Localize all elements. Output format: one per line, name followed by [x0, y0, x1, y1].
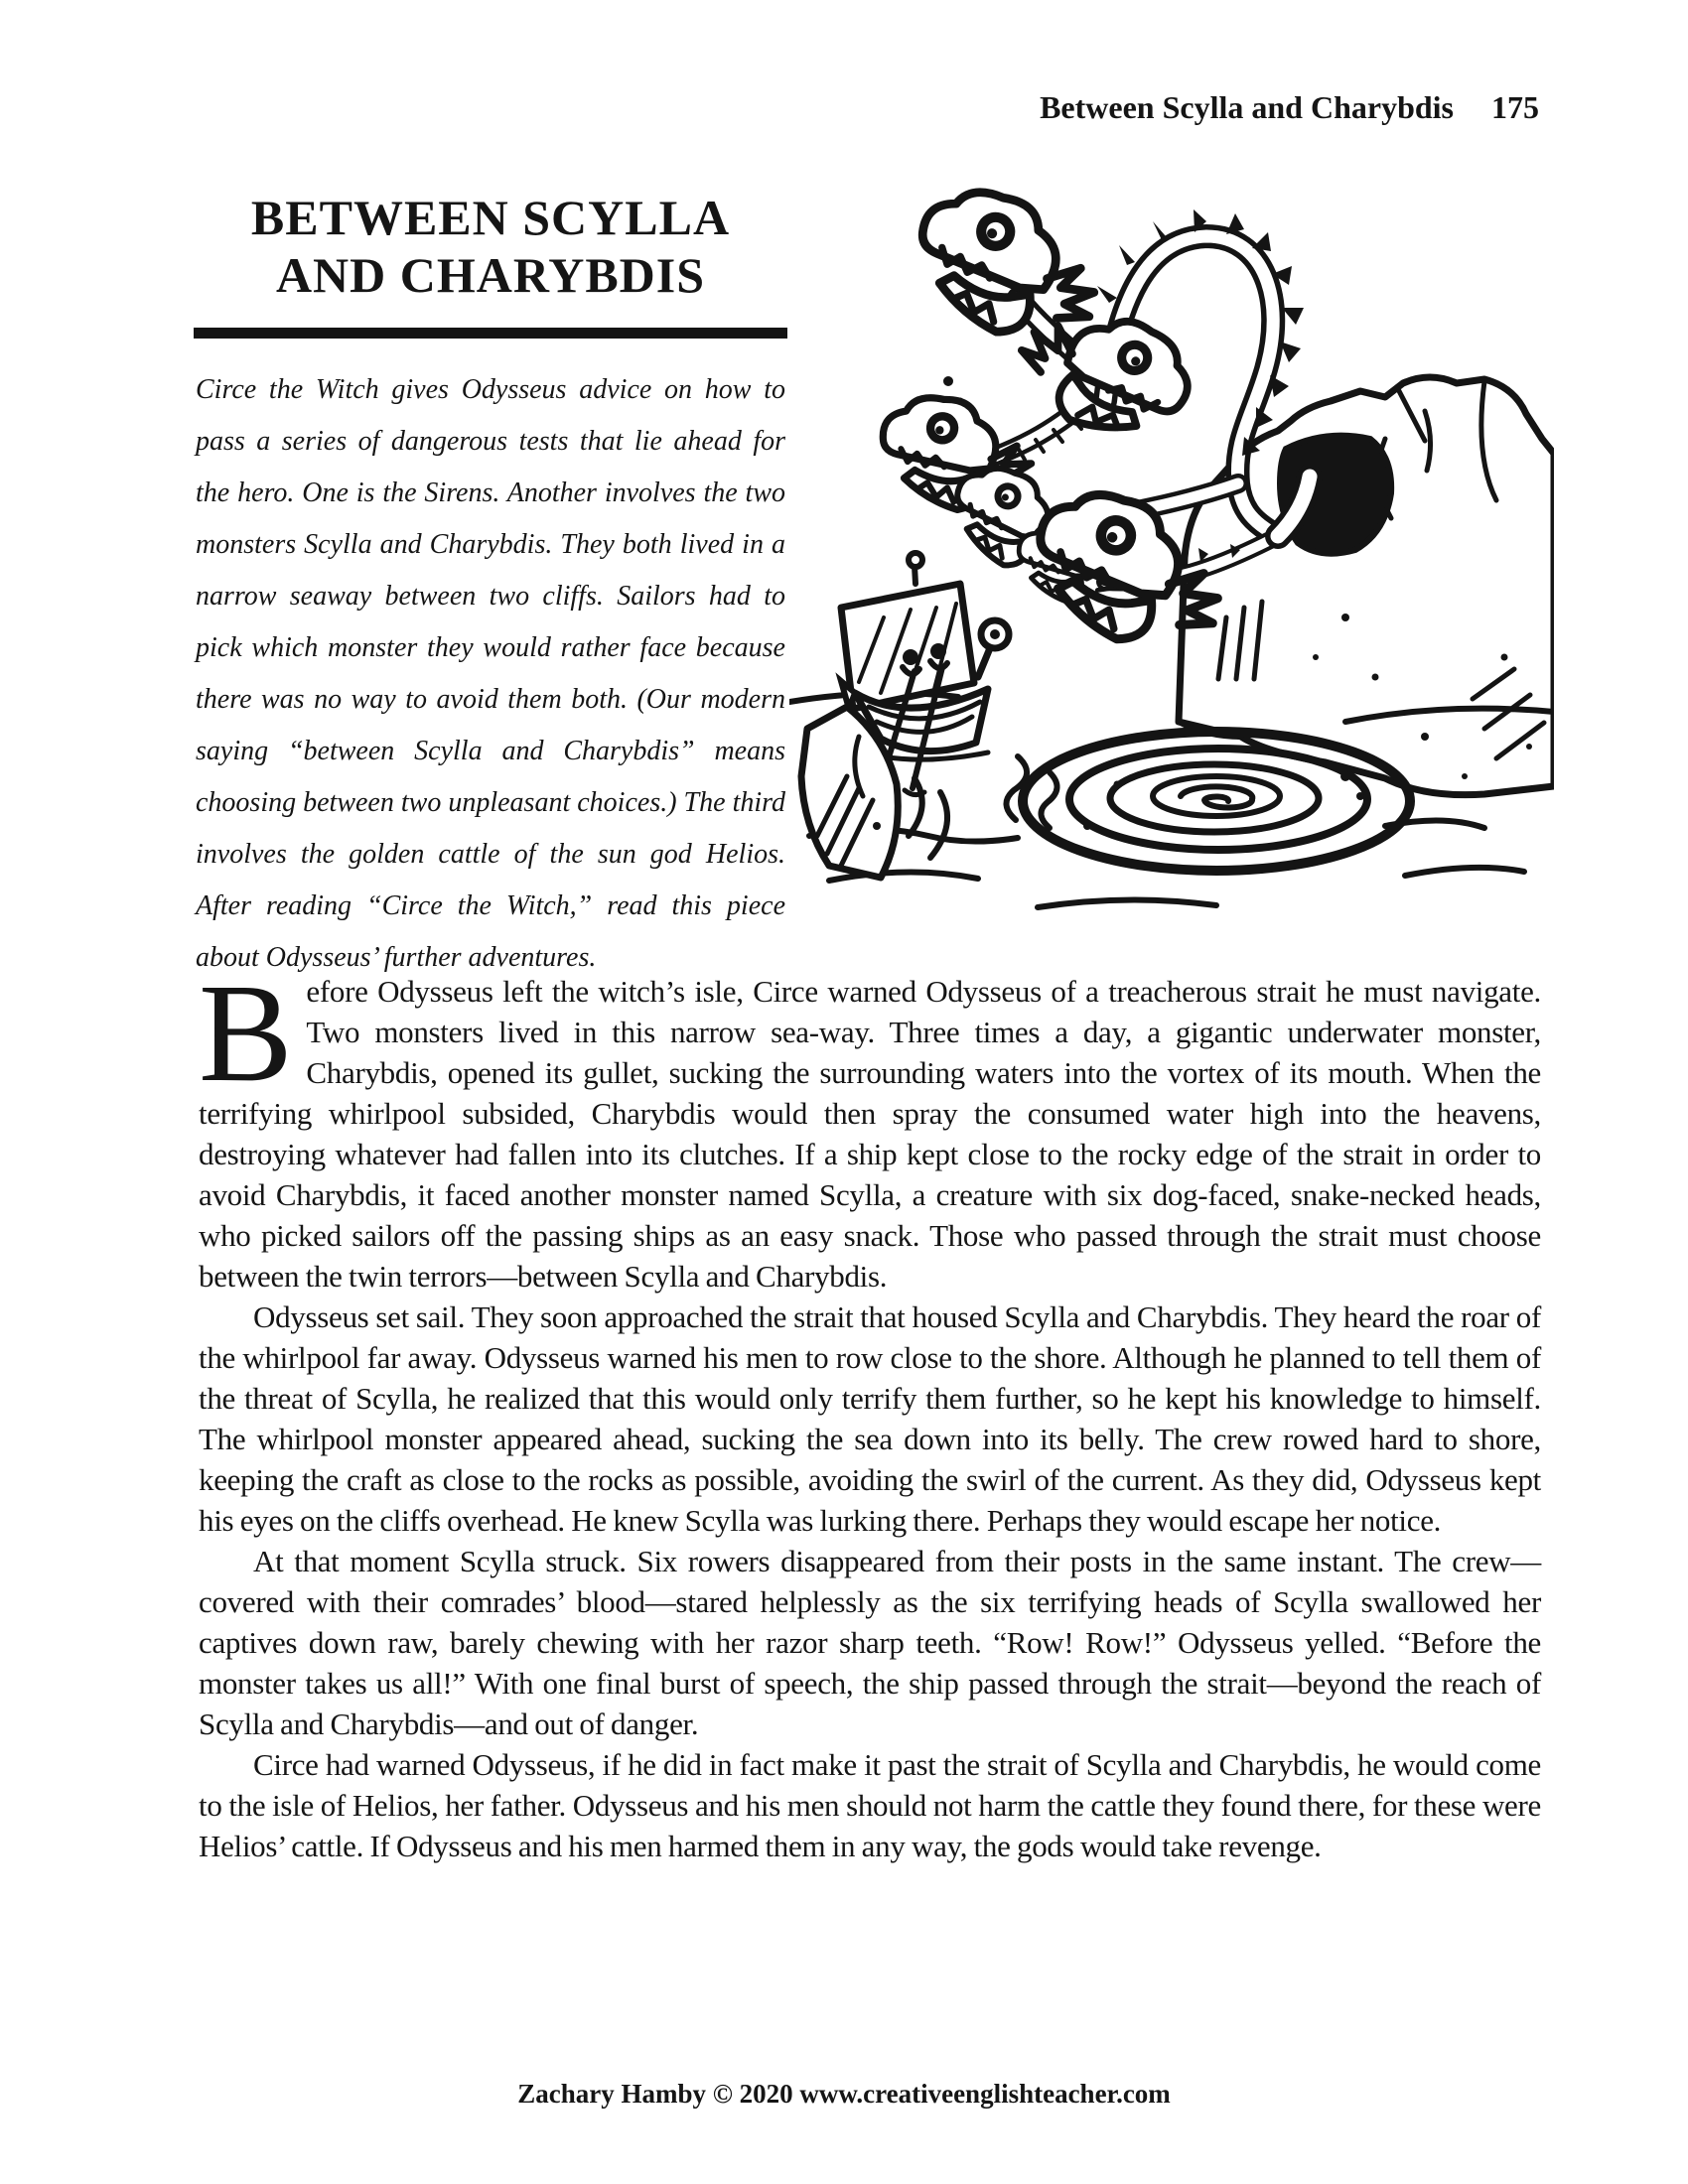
page-number: 175	[1491, 89, 1539, 125]
body-paragraph: At that moment Scylla struck. Six rowers disappeared from their posts in the same instant. The crew—covered with their comrades’ blood—stared helplessly as the six terrifying heads of Scylla swallowed her captives down raw, barely chewing with her razor sharp teeth. “Row! Row!” Odysseus yelled. “Before the monster takes us all!” With one final burst of speech, the ship passed through the strait—beyond the reach of Scylla and Charybdis—and out of danger.	[199, 1544, 1541, 1741]
page-footer	[0, 2079, 1688, 2110]
body-paragraph: Before Odysseus left the witch’s isle, Circe warned Odysseus of a treacherous strait he must navigate. Two monsters lived in this narrow sea-way. Three times a day, a gigantic underwater monster, Charybdis, opened its gullet, sucking the surrounding waters into the vortex of its mouth. When the terrifying whirlpool subsided, Charybdis would then spray the consumed water high into the heavens, destroying whatever had fallen into its clutches. If a ship kept close to the rocky edge of the strait in order to avoid Charybdis, it faced another monster named Scylla, a creature with six dog-faced, snake-necked heads, who picked sailors off the passing ships as an easy snack. Those who passed through the strait must choose between the twin terrors—between Scylla and Charybdis.	[199, 954, 1541, 1294]
title-and-intro-column	[194, 139, 787, 984]
drop-cap: B	[199, 954, 293, 1111]
copyright-credit: Zachary Hamby © 2020 www.creativeenglishteacher.com	[517, 2079, 1171, 2109]
intro-paragraph: Circe the Witch gives Odysseus advice on how to pass a series of dangerous tests that lie ahead for the hero. One is the Sirens. Another involves the two monsters Scylla and Charybdis. They both lived in a narrow seaway between two cliffs. Sailors had to pick which monster they would rather face because there was no way to avoid them both. (Our modern saying “between Scylla and Charybdis” means choosing between two unpleasant choices.) The third involves the golden cattle of the sun god Helios. After reading “Circe the Witch,” read this piece about Odysseus’ further adventures.	[196, 374, 785, 973]
page-header	[1040, 89, 1539, 126]
title-rule	[194, 328, 787, 339]
page-title-line1: BETWEEN SCYLLA	[250, 190, 731, 245]
body-paragraph: Odysseus set sail. They soon approached the strait that housed Scylla and Charybdis. They heard the roar of the whirlpool far away. Odysseus warned his men to row close to the shore. Although he planned to tell them of the threat of Scylla, he realized that this would only terrify them further, so he kept his knowledge to himself. The whirlpool monster appeared ahead, sucking the sea down into its belly. The crew rowed hard to shore, keeping the craft as close to the rocks as possible, avoiding the swirl of the current. As they did, Odysseus kept his eyes on the cliffs overhead. He knew Scylla was lurking there. Perhaps they would escape her notice.	[199, 1299, 1541, 1538]
running-title: Between Scylla and Charybdis	[1040, 89, 1454, 125]
body-paragraph: Circe had warned Odysseus, if he did in fact make it past the strait of Scylla and Charybdis, he would come to the isle of Helios, her father. Odysseus and his men should not harm the cattle they found there, for these were Helios’ cattle. If Odysseus and his men harmed them in any way, the gods would take revenge.	[199, 1747, 1541, 1863]
page-title	[194, 189, 787, 304]
story-body	[199, 954, 1541, 1866]
whirlpool	[1023, 732, 1410, 871]
page-title-line2: AND CHARYBDIS	[275, 247, 706, 303]
scylla-charybdis-illustration	[789, 141, 1554, 925]
mast-top	[909, 553, 922, 567]
